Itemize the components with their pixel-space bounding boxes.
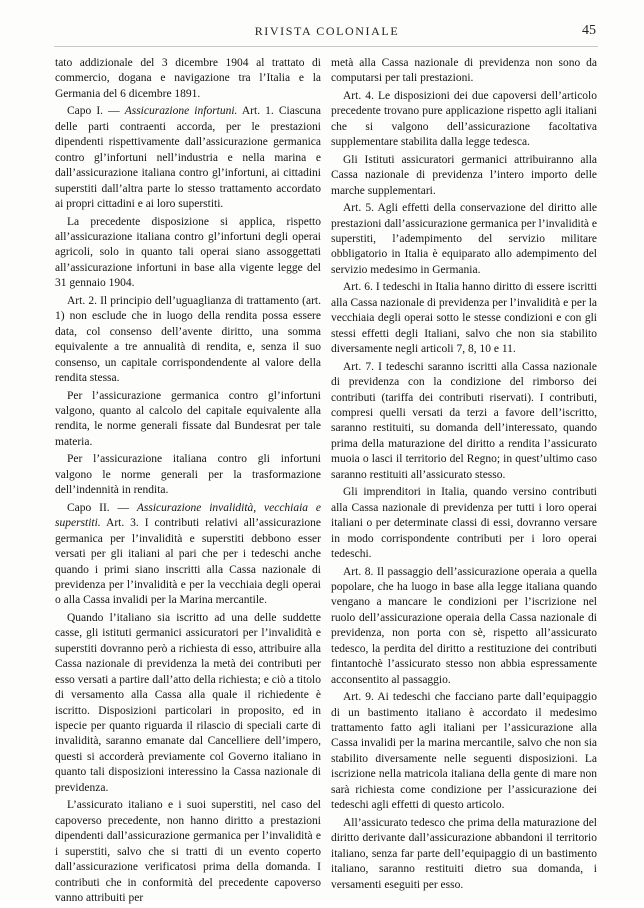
paragraph-italian-norms: Per l’assicurazione italiana contro gli infortuni valgono le norme generali per la trasformazione dell’indennità in rendita. — [55, 453, 321, 497]
paragraph-art-7: Art. 7. I tedeschi saranno iscritti alla Cassa nazionale di previdenza con la condizione del rimborso dei contributi (tariffa dei contributi riservati). I contributi, compresi quelli versati da terzi a favore dell’iscritto, saranno restituiti, su domanda dell’interessato, quando prima della maturazione del diritto a rendita l’assicurato muoia o lasci il territorio del Regno; in quest’ultimo caso saranno restituiti all’assicurato stesso. — [331, 360, 597, 481]
paragraph-art-9: Art. 9. Ai tedeschi che facciano parte dall’equipaggio di un bastimento italiano è accordato il medesimo trattamento fatto agli italiani per l’assicurazione alla Cassa invalidi per la marina mercantile, salvo che non sia stabilito diversamente nelle seguenti disposizioni. La iscrizione nella matricola italiana della gente di mare non sarà richiesta come condizione per l’assicurazione dei tedeschi agli effetti di questo articolo. — [331, 691, 597, 812]
paragraph-capo-2-art-3: Capo II. — Assicurazione invalidità, vecchiaia e superstiti. Art. 3. I contributi relativi all’assicurazione germanica per l’invalidità e superstiti debbono esser versati per gli italiani al pari che per i tedeschi anche quando i primi siano inscritti alla Cassa nazionale di previdenza per l’invalidità e per la vecchiaia degli operai o alla Cassa invalidi per la Marina mercantile. — [55, 501, 322, 607]
paragraph-german-capital: Per l’assicurazione germanica contro gl’infortuni valgono, quanto al calcolo del capitale equivalente alla rendita, le norme generali fissate dal Bundesrat per tale materia. — [55, 389, 321, 448]
paragraph-refund: All’assicurato tedesco che prima della maturazione del diritto derivante dall’assicurazione abbandoni il territorio italiano, senza far parte dell’equipaggio di un bastimento italiano, saranno restituiti dietro sua domanda, i versamenti eseguiti per esso. — [331, 816, 597, 891]
paragraph-italian-enrolled: Quando l’italiano sia iscritto ad una delle suddette casse, gli istituti germanici assicuratori per l’invalidità e superstiti dovranno però a richiesta di esso, attribuire alla Cassa nazionale di previdenza la metà dei contributi per esso versati a partire dall’atto della richiesta; e ciò a titolo di versamento alla Cassa alla quale il richiedente è iscritto. Disposizioni particolari in proposito, ed in ispecie per quanto riguarda il rilascio di speciali carte di invalidità, saranno emanate dal Cancelliere dell’impero, questi si accorderà previamente col Governo italiano in quanto tali disposizioni interessino la Cassa nazionale di previdenza. — [55, 611, 321, 794]
paragraph-art-2: Art. 2. Il principio dell’uguaglianza di trattamento (art. 1) non esclude che in luogo della rendita possa essere data, col consenso dell’avente diritto, una somma equivalente a tre annualità di rendita, e, senza il suo consenso, un capitale corrispondendente al valore della rendita stessa. — [55, 294, 321, 385]
paragraph-art-4: Art. 4. Le disposizioni dei due capoversi dell’articolo precedente trovano pure applicazione rispetto agli italiani che si valgono dell’assicurazione facoltativa supplementare stabilita dalla legge tedesca. — [331, 89, 597, 149]
section-title: Assicurazione infortuni. — [124, 105, 238, 118]
paragraph-protocol-intro: tato addizionale del 3 dicembre 1904 al trattato di commercio, dogana e navigazione tra l’Italia e la Germania del 6 dicembre 1891. — [55, 57, 321, 100]
paragraph-art-8: Art. 8. Il passaggio dell’assicurazione operaia a quella popolare, che ha luogo in base alla legge italiana quando vengano a mancare le condizioni per l’iscrizione nel ruolo dell’assicurazione operaia della Cassa nazionale di previdenza, non porta con sè, rispetto all’assicurato tedesco, la perdita del diritto a restituzione dei contributi fintantochè l’assicurato stesso non abbia espressamente acconsentito al passaggio. — [331, 565, 597, 686]
section-title: Assicurazione invalidità, vecchiaia e superstiti. — [55, 501, 322, 530]
page-header — [58, 24, 596, 42]
paragraph-continuation: metà alla Cassa nazionale di previdenza non sono da computarsi per tali prestazioni. — [331, 57, 597, 85]
paragraph-employers: Gli imprenditori in Italia, quando versino contributi alla Cassa nazionale di previdenza per tutti i loro operai italiani o per determinate classi di essi, dovranno versare in modo corrispondente contributi per i loro operai tedeschi. — [331, 486, 597, 561]
paragraph-agricultural-workers: La precedente disposizione si applica, rispetto all’assicurazione italiana contro gl’infortuni degli operai agricoli, solo in quanto tali operai siano assoggettati all’assicurazione infortuni in base alla vigente legge del 31 gennaio 1904. — [55, 215, 321, 290]
paragraph-survivors: L’assicurato italiano e i suoi superstiti, nel caso del capoverso precedente, non hanno diritto a prestazioni dipendenti dall’assicurazione germanica per l’invalidità e i superstiti, salvo che si tratti di un evento coperto dall’assicurazione verificatosi prima della domanda. I contributi che in conformità del precedente capoverso vanno attribuiti per — [55, 799, 321, 905]
paragraph-supplementary-stamps: Gli Istituti assicuratori germanici attribuiranno alla Cassa nazionale di previdenza l’intero importo delle marche supplementari. — [331, 153, 597, 197]
right-column — [331, 56, 597, 895]
page-number: 45 — [582, 23, 596, 38]
left-column — [55, 56, 321, 908]
running-title: RIVISTA COLONIALE — [254, 24, 400, 38]
paragraph-art-6: Art. 6. I tedeschi in Italia hanno diritto di essere iscritti alla Cassa nazionale di previdenza per l’invalidità e per la vecchiaia degli operai sotto le stesse condizioni e con gli stessi effetti degli Italiani, salvo che non sia stabilito diversamente negli articoli 7, 8, 10 e 11. — [331, 281, 597, 356]
paragraph-art-5: Art. 5. Agli effetti della conservazione del diritto alle prestazioni dall’assicurazione germanica per l’invalidità e superstiti, l’adempimento del servizio militare obbligatorio in Italia è equiparato allo adempimento del servizio medesimo in Germania. — [331, 202, 597, 276]
paragraph-capo-1-art-1: Capo I. — Assicurazione infortuni. Art. 1. Ciascuna delle parti contraenti accorda, per le prestazioni dipendenti rispettivamente dall’assicurazione germanica contro gl’infortuni nell’industria e nella marina e dall’assicurazione italiana contro gl’infortuni, ai cittadini superstiti dall’altra parte lo stesso trattamento accordato ai propri cittadini e ai loro superstiti. — [55, 105, 322, 211]
header-rule — [54, 46, 598, 47]
